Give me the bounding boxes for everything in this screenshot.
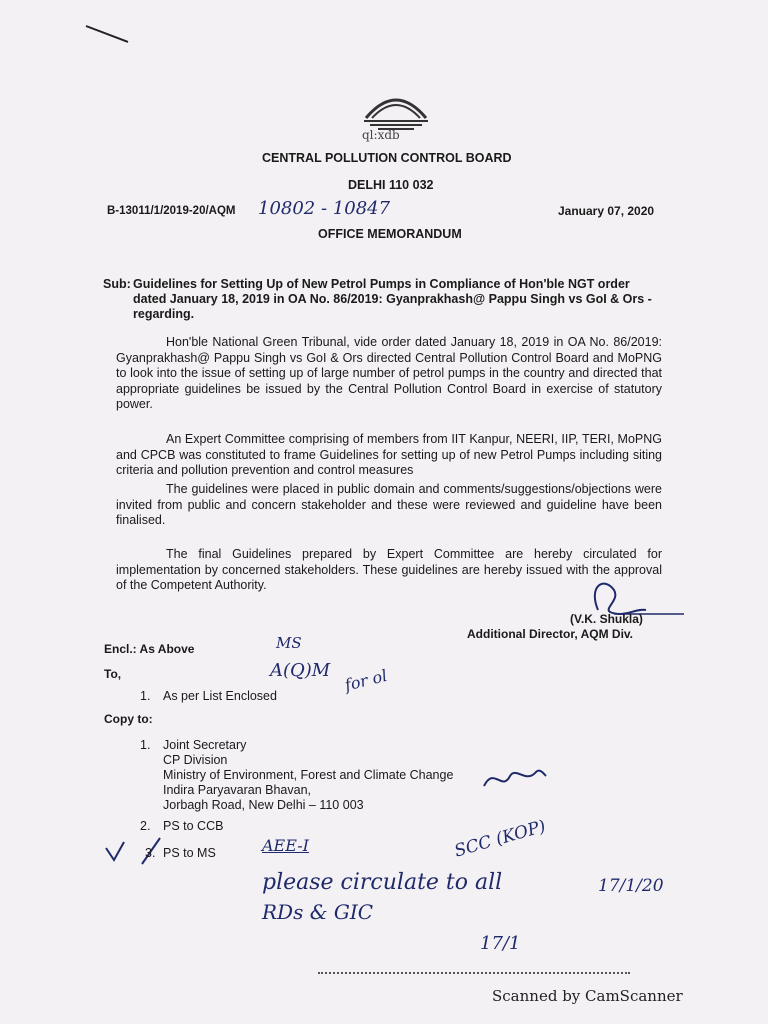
copy-item-ps-ms: PS to MS — [163, 846, 216, 860]
pen-stroke-mark — [84, 20, 134, 48]
reference-number: B-13011/1/2019-20/AQM — [107, 205, 236, 217]
handwritten-aqm: A(Q)M — [270, 660, 331, 681]
handwritten-aee: AEE-I — [262, 836, 309, 855]
copy-item-ps-ccb: PS to CCB — [163, 819, 224, 833]
enclosure-note: Encl.: As Above — [104, 642, 195, 656]
handwritten-ref-range: 10802 - 10847 — [258, 198, 391, 219]
document-type: OFFICE MEMORANDUM — [318, 227, 462, 241]
to-label: To, — [104, 667, 122, 681]
to-item-number: 1. — [140, 689, 151, 703]
org-city: DELHI 110 032 — [348, 178, 434, 192]
handwritten-scribble-initials — [480, 762, 550, 796]
handwritten-scc-kop: SCC (KOP) — [452, 816, 549, 862]
scanner-watermark: Scanned by CamScanner — [492, 987, 683, 1005]
body-paragraph-2: An Expert Committee comprising of members from IIT Kanpur, NEERI, IIP, TERI, MoPNG and CPCB was constituted to frame Guidelines for setting up of new Petrol Pumps including siting criteria and pollution prevention and control measures — [116, 432, 662, 477]
handwritten-note-line-2: RDs & GIC — [262, 900, 374, 924]
copy-recipient-line: Joint Secretary — [163, 738, 247, 752]
signatory-name: (V.K. Shukla) — [570, 612, 643, 626]
copy-recipient-line: Jorbagh Road, New Delhi – 110 003 — [163, 798, 364, 812]
body-paragraph-1: Hon'ble National Green Tribunal, vide order dated January 18, 2019 in OA No. 86/2019: Gyanprakhash@ Pappu Singh vs GoI & Ors directed Central Pollution Control Board and MoPNG to look into the issue of setting up of large number of petrol pumps in the country and directed that appropriate guidelines be issued by the Central Pollution Control Board in exercise of statutory power. — [116, 335, 662, 411]
copy-item-number-3: 3. — [145, 846, 156, 860]
bottom-divider — [318, 972, 630, 974]
copy-item-number-2: 2. — [140, 819, 151, 833]
subject-text: Guidelines for Setting Up of New Petrol Pumps in Compliance of Hon'ble NGT order dated January 18, 2019 in OA No. 86/2019: Gyanprakhash@ Pappu Singh vs GoI & Ors -regarding. — [133, 277, 652, 321]
handwritten-initials-note: for ol — [342, 665, 390, 695]
handwritten-ms: MS — [276, 634, 302, 652]
handwritten-date-1: 17/1/20 — [598, 876, 664, 896]
copy-recipient-line: Indira Paryavaran Bhavan, — [163, 783, 312, 797]
copy-recipient-line: Ministry of Environment, Forest and Climate Change — [163, 768, 454, 782]
copy-to-label: Copy to: — [104, 712, 153, 726]
memo-date: January 07, 2020 — [558, 204, 655, 218]
subject-label: Sub: — [103, 277, 131, 291]
handwritten-note-line-1: please circulate to all — [262, 870, 503, 895]
logo-caption: ql:xdb — [362, 128, 400, 142]
signatory-title: Additional Director, AQM Div. — [467, 627, 634, 641]
body-paragraph-3: The guidelines were placed in public domain and comments/suggestions/objections were invited from public and concern stakeholder and these were reviewed and guideline have been finalised. — [116, 482, 662, 527]
body-paragraph-4: The final Guidelines prepared by Expert Committee are hereby circulated for implementation by concerned stakeholders. These guidelines are hereby issued with the approval of the Competent Authority. — [116, 547, 662, 592]
copy-item-number-1: 1. — [140, 738, 151, 752]
handwritten-date-2: 17/1 — [480, 933, 521, 954]
to-item: As per List Enclosed — [163, 689, 277, 703]
copy-recipient-line: CP Division — [163, 753, 228, 767]
org-name: CENTRAL POLLUTION CONTROL BOARD — [262, 151, 512, 165]
